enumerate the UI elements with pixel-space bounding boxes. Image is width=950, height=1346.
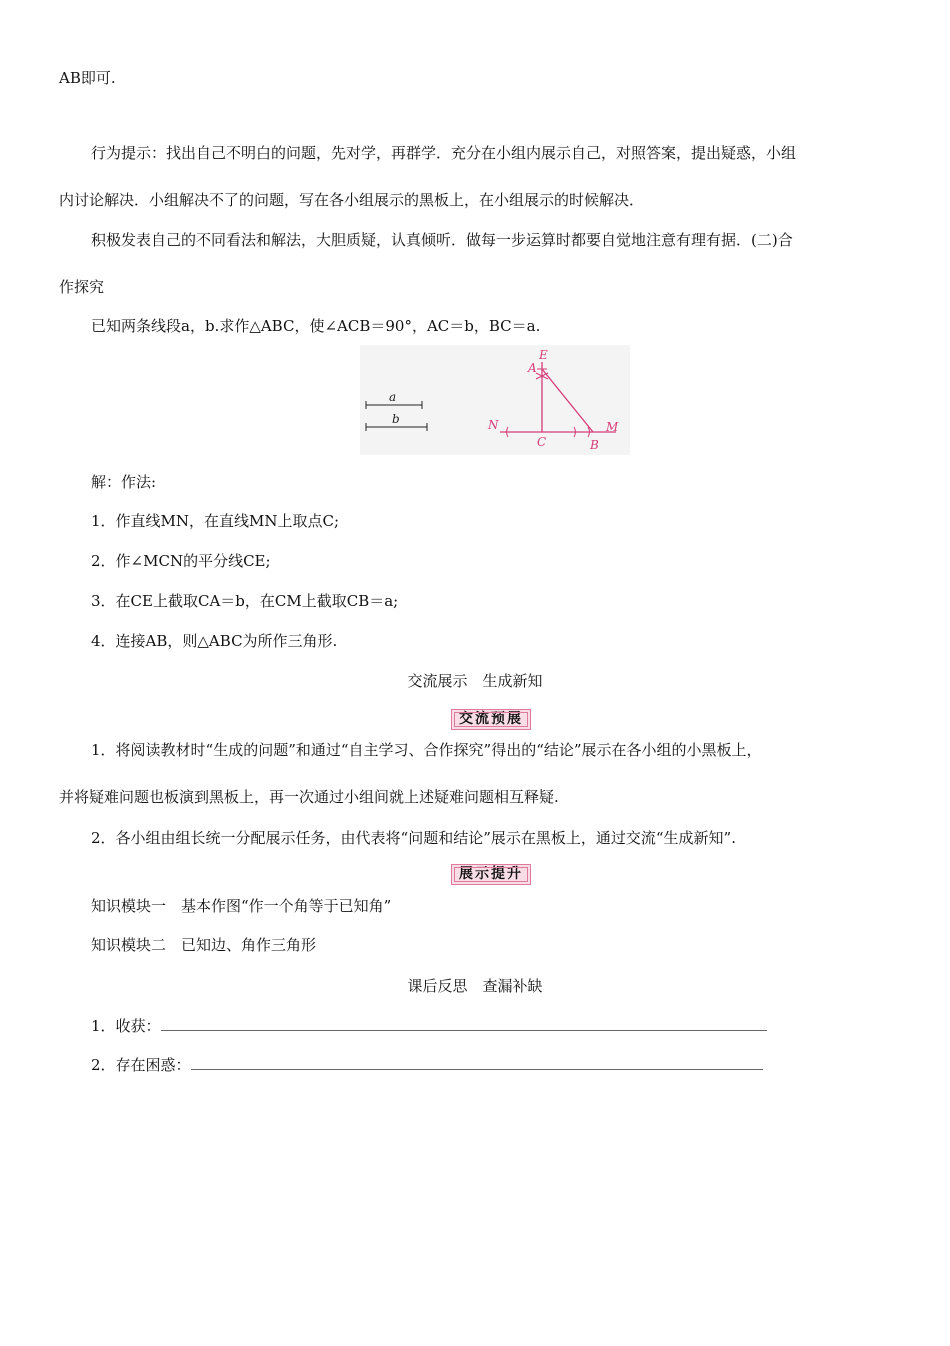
reflection-confusion-blank[interactable] <box>191 1055 763 1070</box>
label-b: B <box>590 438 599 452</box>
label-c: C <box>537 435 547 449</box>
label-e: E <box>539 348 548 362</box>
reflection-confusion-label: 2．存在困惑： <box>91 1056 191 1074</box>
label-a: A <box>528 361 537 375</box>
section-title-reflection: 课后反思 查漏补缺 <box>407 977 543 995</box>
step-2: 2．作∠MCN的平分线CE; <box>91 552 271 570</box>
tip-line-1: 行为提示：找出自己不明白的问题，先对学，再群学．充分在小组内展示自己，对照答案，提出疑惑，小组 <box>91 144 797 162</box>
reflection-gain-label: 1．收获： <box>91 1017 161 1035</box>
step-4: 4．连接AB，则△ABC为所作三角形. <box>91 632 338 650</box>
label-m: M <box>606 420 619 434</box>
problem-statement: 已知两条线段a，b.求作△ABC，使∠ACB＝90°，AC＝b，BC＝a. <box>91 317 541 335</box>
tip-line-3: 积极发表自己的不同看法和解法，大胆质疑，认真倾听．做每一步运算时都要自觉地注意有理有据．(二)合 <box>91 231 793 249</box>
badge-exchange-preview: 交流预展 <box>451 709 531 730</box>
exchange-item-1a: 1．将阅读教材时“生成的问题”和通过“自主学习、合作探究”得出的“结论”展示在各小组的小黑板上， <box>91 741 762 759</box>
segment-a-label: a <box>389 390 397 404</box>
badge-display-improve: 展示提升 <box>451 864 531 885</box>
step-1: 1．作直线MN，在直线MN上取点C; <box>91 512 340 530</box>
knowledge-module-1: 知识模块一 基本作图“作一个角等于已知角” <box>91 897 392 915</box>
tip-line-4: 作探究 <box>59 278 105 296</box>
reflection-gain-blank[interactable] <box>161 1016 767 1031</box>
reflection-confusion <box>91 1055 763 1075</box>
exchange-item-1b: 并将疑难问题也板演到黑板上，再一次通过小组间就上述疑难问题相互释疑. <box>59 788 559 806</box>
label-n: N <box>488 418 499 432</box>
segment-b-label: b <box>392 412 400 426</box>
solution-heading: 解：作法: <box>91 473 157 491</box>
construction-figure <box>360 345 630 455</box>
step-3: 3．在CE上截取CA＝b，在CM上截取CB＝a; <box>91 592 399 610</box>
tip-line-2: 内讨论解决．小组解决不了的问题，写在各小组展示的黑板上，在小组展示的时候解决． <box>59 191 645 209</box>
exchange-item-2: 2．各小组由组长统一分配展示任务，由代表将“问题和结论”展示在黑板上，通过交流“生成新知”. <box>91 829 736 847</box>
section-title-exchange: 交流展示 生成新知 <box>407 672 543 690</box>
knowledge-module-2: 知识模块二 已知边、角作三角形 <box>91 936 317 954</box>
reflection-gain <box>91 1016 767 1036</box>
text-ab-conclusion: AB即可. <box>59 69 116 87</box>
